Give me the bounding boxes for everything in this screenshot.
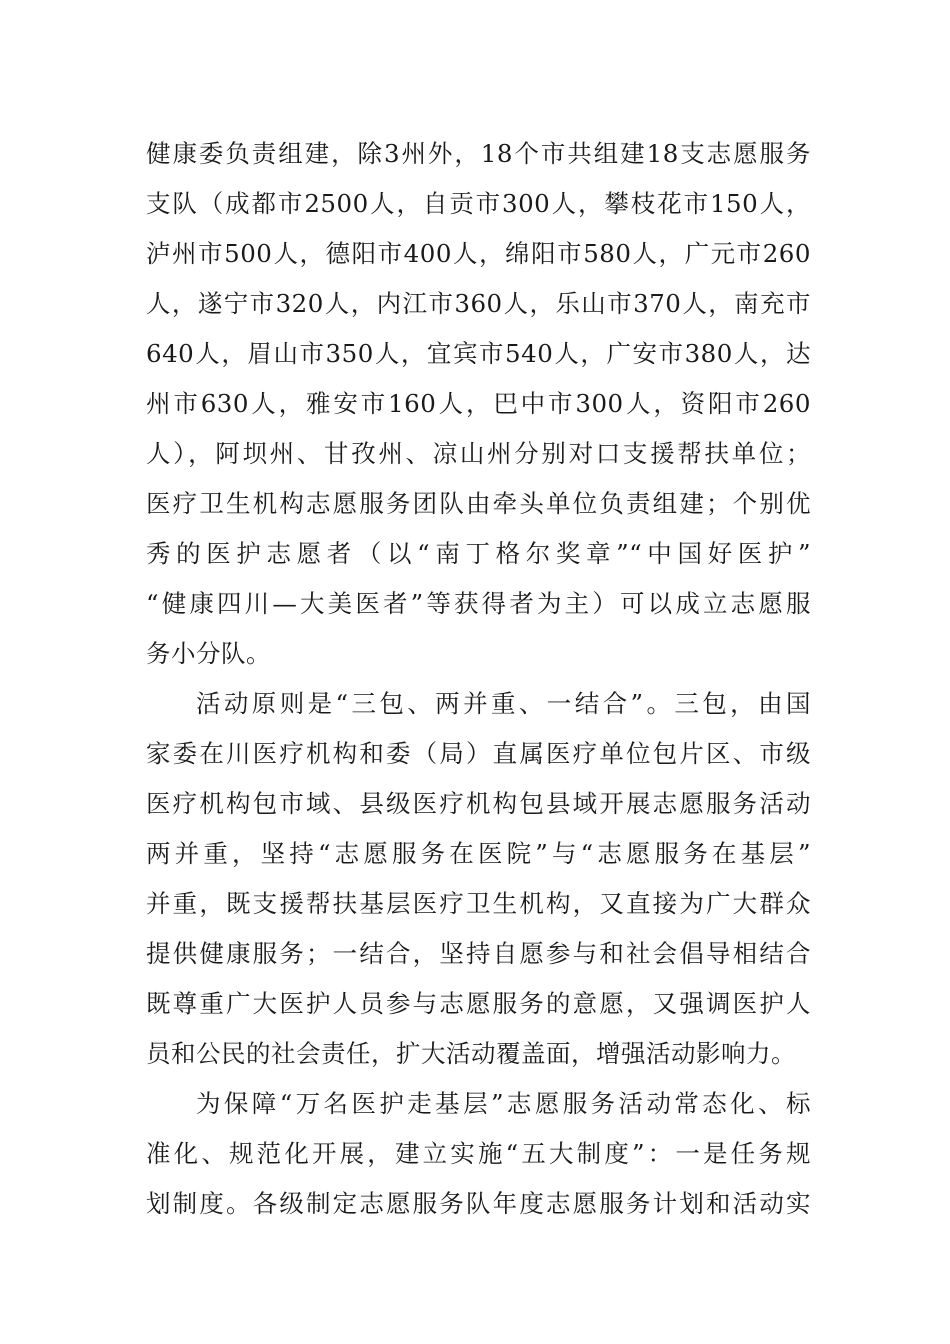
text-line: 家委在川医疗机构和委（局）直属医疗单位包片区、市级 <box>146 739 811 768</box>
text-line: 医疗机构包市域、县级医疗机构包县域开展志愿服务活动 <box>146 789 811 818</box>
text-line: 员和公民的社会责任，扩大活动覆盖面，增强活动影响力。 <box>146 1039 796 1068</box>
text-line: 秀的医护志愿者（以“南丁格尔奖章”“中国好医护” <box>146 539 811 568</box>
body-text <box>146 129 811 1229</box>
paragraph-first-line: 活动原则是“三包、两并重、一结合”。三包，由国 <box>196 689 811 718</box>
text-line: 提供健康服务；一结合，坚持自愿参与和社会倡导相结合 <box>146 939 811 968</box>
text-line: 人），阿坝州、甘孜州、凉山州分别对口支援帮扶单位； <box>146 439 811 468</box>
text-line: “健康四川—大美医者”等获得者为主）可以成立志愿服 <box>146 589 811 618</box>
text-line: 务小分队。 <box>146 639 271 668</box>
paragraph-first-line: 为保障“万名医护走基层”志愿服务活动常态化、标 <box>196 1089 811 1118</box>
text-line: 支队（成都市2500人，自贡市300人，攀枝花市150人， <box>146 189 811 218</box>
text-line: 并重，既支援帮扶基层医疗卫生机构，又直接为广大群众 <box>146 889 811 918</box>
text-line: 划制度。各级制定志愿服务队年度志愿服务计划和活动实 <box>146 1189 811 1218</box>
text-line: 640人，眉山市350人，宜宾市540人，广安市380人，达 <box>146 339 811 368</box>
text-line: 两并重，坚持“志愿服务在医院”与“志愿服务在基层” <box>146 839 811 868</box>
text-line: 人，遂宁市320人，内江市360人，乐山市370人，南充市 <box>146 289 811 318</box>
text-line: 医疗卫生机构志愿服务团队由牵头单位负责组建；个别优 <box>146 489 811 518</box>
text-line: 准化、规范化开展，建立实施“五大制度”：一是任务规 <box>146 1139 811 1168</box>
text-line: 既尊重广大医护人员参与志愿服务的意愿，又强调医护人 <box>146 989 811 1018</box>
text-line: 健康委负责组建，除3州外，18个市共组建18支志愿服务 <box>146 139 811 168</box>
text-line: 州市630人，雅安市160人，巴中市300人，资阳市260 <box>146 389 811 418</box>
text-line: 泸州市500人，德阳市400人，绵阳市580人，广元市260 <box>146 239 811 268</box>
